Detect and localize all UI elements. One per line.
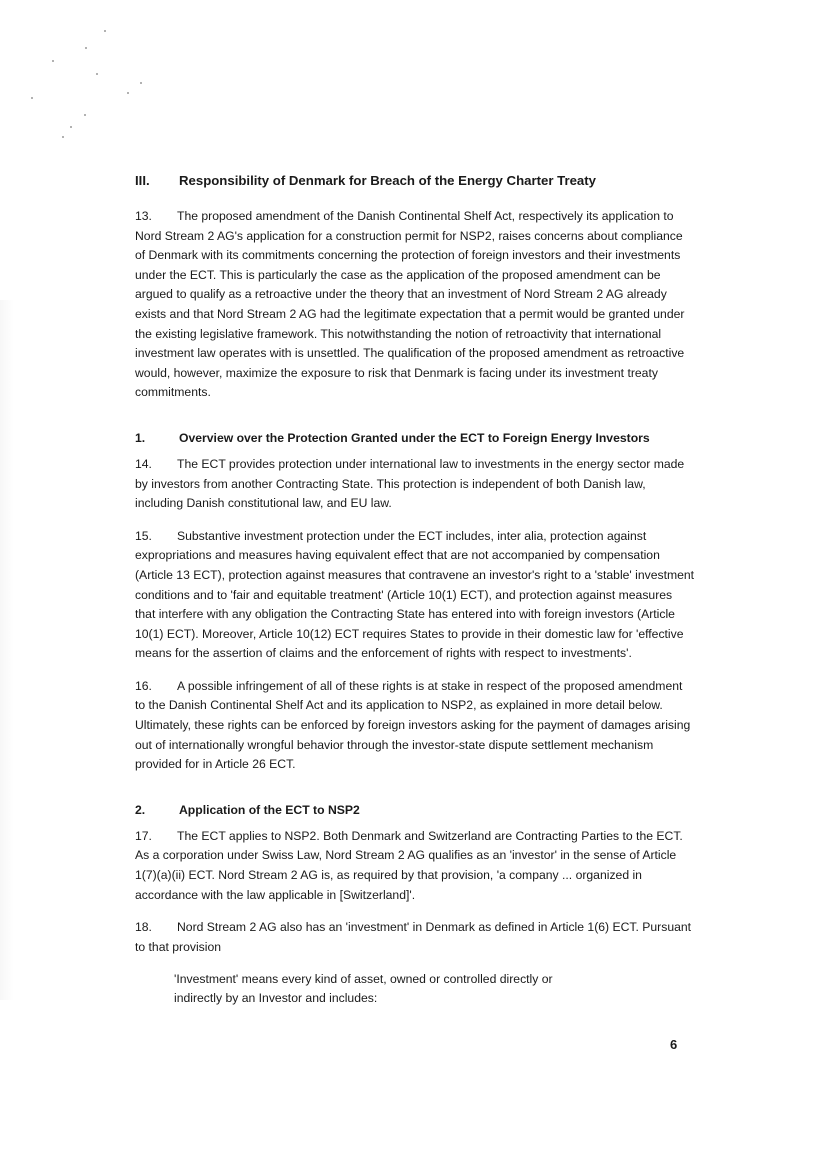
paragraph-18 xyxy=(135,918,695,957)
scan-speck xyxy=(62,136,64,138)
paragraph-text: The ECT applies to NSP2. Both Denmark and Switzerland are Contracting Parties to the ECT. As a corporation under Swiss Law, Nord Stream 2 AG qualifies as an 'investor' in the sense of Article 1(7)(a)(ii) ECT. Nord Stream 2 AG is, as required by that provision, 'a company ... organized in accordance with the law applicable in [Switzerland]'. xyxy=(135,828,683,902)
paragraph-text: The proposed amendment of the Danish Continental Shelf Act, respectively its application to Nord Stream 2 AG's application for a construction permit for NSP2, raises concerns about compliance of Denmark with its commitments concerning the protection of foreign investors and their investments under the ECT. This is particularly the case as the application of the proposed amendment can be argued to qualify as a retroactive under the theory that an investment of Nord Stream 2 AG already exists and that Nord Stream 2 AG had the legitimate expectation that a permit would be granted under the existing legislative framework. This notwithstanding the notion of retroactivity that international investment law operates with is unsettled. The qualification of the proposed amendment as retroactive would, however, maximize the exposure to risk that Denmark is facing under its investment treaty commitments. xyxy=(135,209,685,400)
paragraph-number: 15. xyxy=(135,528,152,543)
paragraph-16 xyxy=(135,677,695,775)
scan-speck xyxy=(104,30,106,32)
paragraph-17 xyxy=(135,827,695,905)
paragraph-number: 16. xyxy=(135,678,152,693)
subsection-title: Overview over the Protection Granted under the ECT to Foreign Energy Investors xyxy=(179,430,650,445)
scan-speck xyxy=(96,73,98,75)
subsection-heading-1 xyxy=(135,429,695,447)
block-quote: 'Investment' means every kind of asset, owned or controlled directly or indirectly by an Investor and includes: xyxy=(174,972,553,1006)
section-title: Responsibility of Denmark for Breach of the Energy Charter Treaty xyxy=(179,173,596,188)
section-number: III. xyxy=(135,173,150,188)
scan-speck xyxy=(52,60,54,62)
scan-speck xyxy=(70,126,72,128)
subsection-title: Application of the ECT to NSP2 xyxy=(179,802,360,817)
document-body xyxy=(135,172,695,1008)
paragraph-text: Substantive investment protection under the ECT includes, inter alia, protection against expropriations and measures having equivalent effect that are not accompanied by compensation (Article 13 ECT), protection against measures that contravene an investor's right to a 'stable' investment conditions and to 'fair and equitable treatment' (Article 10(1) ECT), and protection against measures that interfere with any obligation the Contracting State has entered into with foreign investors (Article 10(1) ECT). Moreover, Article 10(12) ECT requires States to provide in their domestic law for 'effective means for the assertion of claims and the enforcement of rights with respect to investments'. xyxy=(135,528,695,661)
section-heading xyxy=(135,172,695,190)
scan-speck xyxy=(31,97,33,99)
scan-margin-shade xyxy=(0,300,14,1000)
paragraph-text: A possible infringement of all of these rights is at stake in respect of the proposed amendment to the Danish Continental Shelf Act and its application to NSP2, as explained in more detail below. Ultimately, these rights can be enforced by foreign investors asking for the payment of damages arising out of internationally wrongful behavior through the investor-state dispute settlement mechanism provided for in Article 26 ECT. xyxy=(135,678,691,772)
paragraph-number: 14. xyxy=(135,456,152,471)
subsection-number: 2. xyxy=(135,802,146,817)
subsection-number: 1. xyxy=(135,430,146,445)
scan-speck xyxy=(84,114,86,116)
paragraph-text: Nord Stream 2 AG also has an 'investment' in Denmark as defined in Article 1(6) ECT. Pursuant to that provision xyxy=(135,920,692,954)
page-number: 6 xyxy=(670,1037,678,1052)
paragraph-number: 18. xyxy=(135,920,152,935)
scan-speck xyxy=(85,47,87,49)
scan-speck xyxy=(140,82,142,84)
paragraph-15 xyxy=(135,527,695,664)
scan-speck xyxy=(127,92,129,94)
paragraph-number: 13. xyxy=(135,209,152,223)
paragraph-text: The ECT provides protection under international law to investments in the energy sector made by investors from another Contracting State. This protection is independent of both Danish law, including Danish constitutional law, and EU law. xyxy=(135,456,685,511)
paragraph-13 xyxy=(135,207,695,403)
paragraph-14 xyxy=(135,455,695,514)
subsection-heading-2 xyxy=(135,801,695,819)
paragraph-number: 17. xyxy=(135,828,152,843)
